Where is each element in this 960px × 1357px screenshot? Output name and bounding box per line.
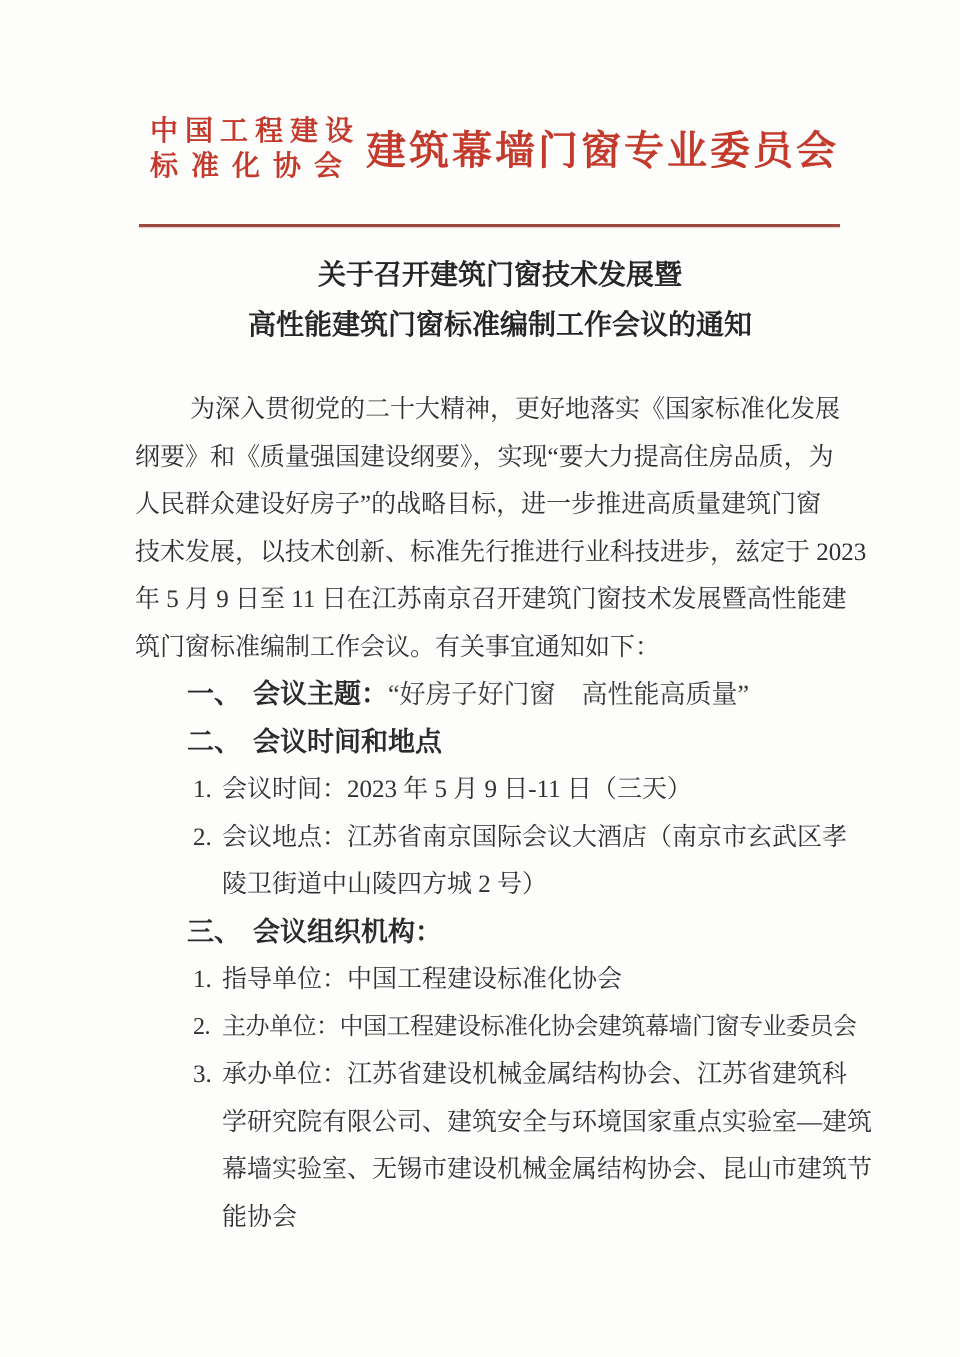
section-heading-label: 会议时间和地点: [253, 726, 442, 757]
list-item-host-unit: [135, 1004, 857, 1052]
section-number: 二、: [187, 726, 241, 757]
item-number: 2.: [193, 823, 212, 851]
list-item-organizing-unit: [135, 1051, 847, 1099]
item-continuation-line: 幕墙实验室、无锡市建设机械金属结构协会、昆山市建筑节: [222, 1156, 873, 1183]
section-number: 三、: [187, 916, 241, 947]
org-name-line-2: 标准化协会: [150, 150, 356, 181]
notice-title-line-2: 高性能建筑门窗标准编制工作会议的通知: [247, 309, 752, 340]
notice-title-line-1: 关于召开建筑门窗技术发展暨: [317, 259, 682, 290]
meeting-theme-text: “好房子好门窗 高性能高质量”: [388, 680, 750, 709]
item-continuation-line: 学研究院有限公司、建筑安全与环境国家重点实验室—建筑: [222, 1108, 873, 1136]
committee-name: 建筑幕墙门窗专业委员会: [366, 129, 840, 173]
section-heading-label: 会议组织机构：: [253, 916, 442, 947]
intro-line: 年 5 月 9 日至 11 日在江苏南京召开建筑门窗技术发展暨高性能建: [135, 586, 847, 613]
section-heading-organization: [135, 909, 847, 957]
item-number: 2.: [193, 1013, 210, 1040]
letterhead-divider: [139, 224, 840, 227]
item-number: 1.: [193, 776, 212, 803]
item-text: 指导单位：中国工程建设标准化协会: [222, 966, 623, 993]
item-continuation-line: 陵卫街道中山陵四方城 2 号）: [222, 871, 548, 898]
list-item-meeting-time: [135, 766, 847, 814]
intro-line: 筑门窗标准编制工作会议。有关事宜通知如下：: [135, 633, 661, 661]
section-heading-time-place: [135, 719, 847, 767]
org-name-line-1: 中国工程建设: [150, 115, 361, 146]
item-text: 会议地点：江苏省南京国际会议大酒店（南京市玄武区孝: [222, 823, 848, 851]
section-heading-label: 会议主题：: [253, 679, 388, 709]
org-name: [150, 113, 360, 183]
notice-title: [140, 250, 860, 350]
item-text: 会议时间：2023 年 5 月 9 日-11 日（三天）: [222, 776, 692, 803]
item-number: 1.: [193, 966, 212, 993]
item-continuation-line: 能协会: [222, 1203, 298, 1231]
section-number: 一、: [187, 679, 241, 709]
list-item-guiding-unit: [135, 956, 847, 1004]
notice-body: [135, 386, 873, 1241]
intro-line: 技术发展，以技术创新、标准先行推进行业科技进步，兹定于 2023: [135, 538, 867, 566]
section-heading-topic: [135, 671, 847, 719]
item-text: 承办单位：江苏省建设机械金属结构协会、江苏省建筑科: [222, 1061, 848, 1088]
intro-line: 为深入贯彻党的二十大精神，更好地落实《国家标准化发展: [190, 396, 841, 423]
intro-line: 纲要》和《质量强国建设纲要》，实现“要大力提高住房品质，为: [135, 443, 834, 471]
item-number: 3.: [193, 1061, 212, 1088]
intro-line: 人民群众建设好房子”的战略目标，进一步推进高质量建筑门窗: [135, 491, 822, 518]
list-item-meeting-place: [135, 814, 847, 862]
item-text: 主办单位：中国工程建设标准化协会建筑幕墙门窗专业委员会: [222, 1013, 857, 1040]
letterhead: [150, 113, 960, 183]
